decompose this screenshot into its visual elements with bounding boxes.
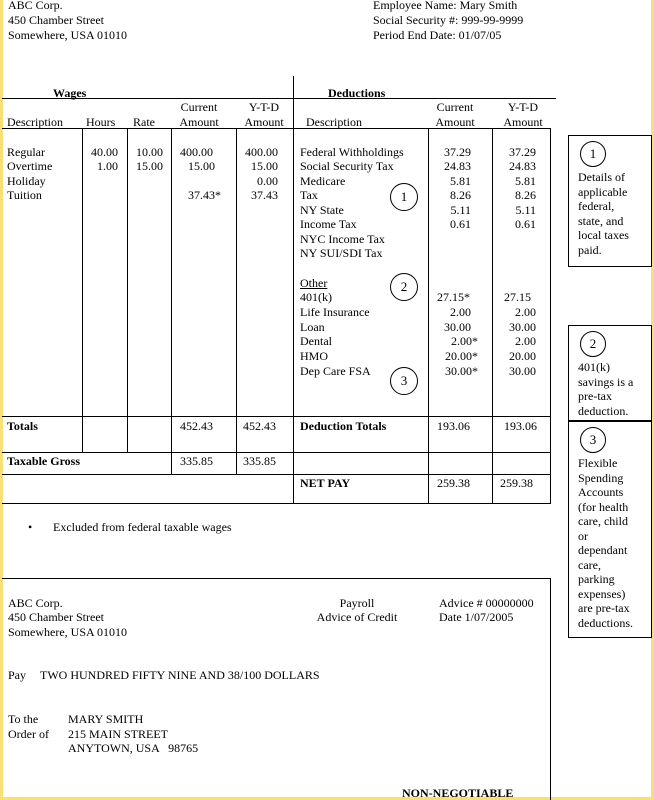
deduction-ytd: 5.81: [515, 174, 536, 188]
to-the-label: To the: [8, 712, 39, 726]
table-bottom-rule: [2, 503, 551, 504]
deduction-ytd: 27.15: [504, 290, 531, 304]
order-of-label: Order of: [8, 727, 49, 741]
deductions-col-current-amount: Amount: [435, 115, 475, 129]
wages-col-current-amount: Amount: [179, 115, 219, 129]
footnote-bullet: •: [28, 520, 33, 534]
wage-ytd: 0.00: [257, 174, 278, 188]
payee-name: MARY SMITH: [68, 712, 144, 726]
advice-type-payroll: Payroll: [339, 596, 375, 610]
deduction-ytd: 8.26: [515, 188, 536, 202]
wage-ytd: 37.43: [251, 188, 278, 202]
deduction-description: Tax: [300, 188, 318, 202]
wages-col-hours: Hours: [86, 115, 116, 129]
deduction-ytd: 2.00: [515, 305, 536, 319]
wages-totals-label: Totals: [7, 419, 38, 433]
wage-ytd: 400.00: [245, 145, 278, 159]
other-deductions-heading: Other: [300, 276, 328, 290]
deductions-col-ytd-amount: Amount: [503, 115, 543, 129]
taxable-bottom-rule: [2, 474, 551, 475]
advice-top-rule: [2, 578, 551, 579]
advice-number: Advice # 00000000: [439, 596, 534, 610]
advice-company-street: 450 Chamber Street: [8, 610, 104, 624]
advice-type-credit: Advice of Credit: [316, 610, 398, 624]
wages-totals-ytd: 452.43: [243, 419, 276, 433]
non-negotiable-label: NON-NEGOTIABLE: [402, 786, 514, 800]
wages-title: Wages: [53, 86, 87, 100]
deduction-totals-current: 193.06: [437, 419, 470, 433]
deduction-description: HMO: [300, 349, 329, 363]
taxable-gross-current: 335.85: [180, 454, 213, 468]
note-box-2: [568, 325, 652, 421]
deduction-totals-label: Deduction Totals: [300, 419, 387, 433]
deduction-current: 5.81: [450, 174, 471, 188]
deduction-description: Dental: [300, 334, 332, 348]
advice-company-name: ABC Corp.: [8, 596, 63, 610]
company-city: Somewhere, USA 01010: [8, 28, 127, 42]
deductions-col-description: Description: [306, 115, 362, 129]
deduction-current: 37.29: [444, 145, 471, 159]
net-pay-ytd: 259.38: [500, 476, 533, 490]
wage-current: 400.00: [180, 145, 213, 159]
employee-name: Employee Name: Mary Smith: [373, 0, 518, 12]
deduction-ytd: 0.61: [515, 217, 536, 231]
totals-top-rule: [2, 416, 551, 417]
deduction-description: NY State: [300, 203, 344, 217]
note-text-1: Details of applicable federal, state, and local taxes paid.: [578, 170, 629, 257]
wages-col-line-3: [171, 128, 172, 474]
wages-col-description: Description: [7, 115, 63, 129]
deduction-current: 5.11: [450, 203, 471, 217]
deductions-col-line-3: [550, 128, 551, 503]
wage-description: Regular: [7, 145, 45, 159]
wage-description: Overtime: [7, 159, 53, 173]
center-divider: [293, 76, 294, 503]
note-number-3: 3: [580, 427, 606, 453]
deductions-col-current: Current: [436, 100, 474, 114]
deduction-current: 2.00: [450, 305, 471, 319]
deduction-current: 24.83: [444, 159, 471, 173]
advice-right-rule: [550, 578, 551, 800]
marker-2: 2: [390, 273, 418, 301]
deduction-current: 20.00*: [445, 349, 478, 363]
taxable-gross-ytd: 335.85: [243, 454, 276, 468]
deduction-description: Life Insurance: [300, 305, 370, 319]
deduction-description: Social Security Tax: [300, 159, 394, 173]
wage-rate: 10.00: [136, 145, 163, 159]
company-name: ABC Corp.: [8, 0, 63, 12]
marker-1: 1: [390, 183, 418, 211]
wage-current: 37.43*: [188, 188, 221, 202]
deduction-current: 27.15*: [437, 290, 470, 304]
net-pay-current: 259.38: [437, 476, 470, 490]
note-number-2: 2: [580, 331, 606, 357]
wages-col-ytd: Y-T-D: [248, 100, 280, 114]
pay-label: Pay: [8, 668, 26, 682]
marker-3: 3: [390, 367, 418, 395]
note-box-1: [568, 135, 652, 267]
deduction-description: 401(k): [300, 290, 332, 304]
wage-current: 15.00: [188, 159, 215, 173]
note-number-1: 1: [580, 141, 606, 167]
wage-hours: 40.00: [91, 145, 118, 159]
deduction-description: Federal Withholdings: [300, 145, 404, 159]
deduction-description: NY SUI/SDI Tax: [300, 246, 383, 260]
deduction-current: 0.61: [450, 217, 471, 231]
deduction-description: Dep Care FSA: [300, 364, 371, 378]
totals-bottom-rule: [2, 452, 551, 453]
deduction-ytd: 37.29: [509, 145, 536, 159]
note-text-3: Flexible Spending Accounts (for health care, child or dependant care, parking expenses) are pre-tax deductions.: [578, 456, 633, 630]
deduction-description: Loan: [300, 320, 325, 334]
net-pay-label: NET PAY: [300, 476, 351, 490]
deduction-current: 8.26: [450, 188, 471, 202]
wage-hours: 1.00: [97, 159, 118, 173]
deduction-description: Income Tax: [300, 217, 357, 231]
deductions-col-ytd: Y-T-D: [507, 100, 539, 114]
wages-col-current: Current: [180, 100, 218, 114]
taxable-gross-label: Taxable Gross: [7, 454, 81, 468]
wages-col-line-1: [82, 128, 83, 452]
pay-amount-words: TWO HUNDRED FIFTY NINE AND 38/100 DOLLARS: [40, 668, 320, 682]
deduction-description: Medicare: [300, 174, 346, 188]
payee-street: 215 MAIN STREET: [68, 727, 168, 741]
wage-ytd: 15.00: [251, 159, 278, 173]
payee-city: ANYTOWN, USA 98765: [68, 741, 199, 755]
wages-col-rate: Rate: [133, 115, 155, 129]
company-street: 450 Chamber Street: [8, 13, 104, 27]
wage-description: Holiday: [7, 174, 46, 188]
social-security-number: Social Security #: 999-99-9999: [373, 13, 524, 27]
period-end-date: Period End Date: 01/07/05: [373, 28, 502, 42]
advice-date: Date 1/07/2005: [439, 610, 514, 624]
wages-totals-current: 452.43: [180, 419, 213, 433]
deduction-ytd: 5.11: [515, 203, 536, 217]
wages-col-ytd-amount: Amount: [244, 115, 284, 129]
wage-rate: 15.00: [136, 159, 163, 173]
deduction-ytd: 30.00: [509, 364, 536, 378]
wage-description: Tuition: [7, 188, 42, 202]
deduction-ytd: 20.00: [509, 349, 536, 363]
deduction-current: 30.00*: [445, 364, 478, 378]
deduction-current: 30.00: [444, 320, 471, 334]
note-box-3: [568, 421, 652, 638]
deductions-title: Deductions: [328, 86, 386, 100]
deduction-ytd: 24.83: [509, 159, 536, 173]
footnote-text: Excluded from federal taxable wages: [53, 520, 232, 534]
deduction-current: 2.00*: [451, 334, 478, 348]
wages-col-line-2: [127, 128, 128, 452]
advice-company-city: Somewhere, USA 01010: [8, 625, 127, 639]
note-text-2: 401(k) savings is a pre-tax deduction.: [578, 360, 634, 418]
deduction-totals-ytd: 193.06: [504, 419, 537, 433]
deduction-ytd: 2.00: [515, 334, 536, 348]
deduction-ytd: 30.00: [509, 320, 536, 334]
deduction-description: NYC Income Tax: [300, 232, 385, 246]
